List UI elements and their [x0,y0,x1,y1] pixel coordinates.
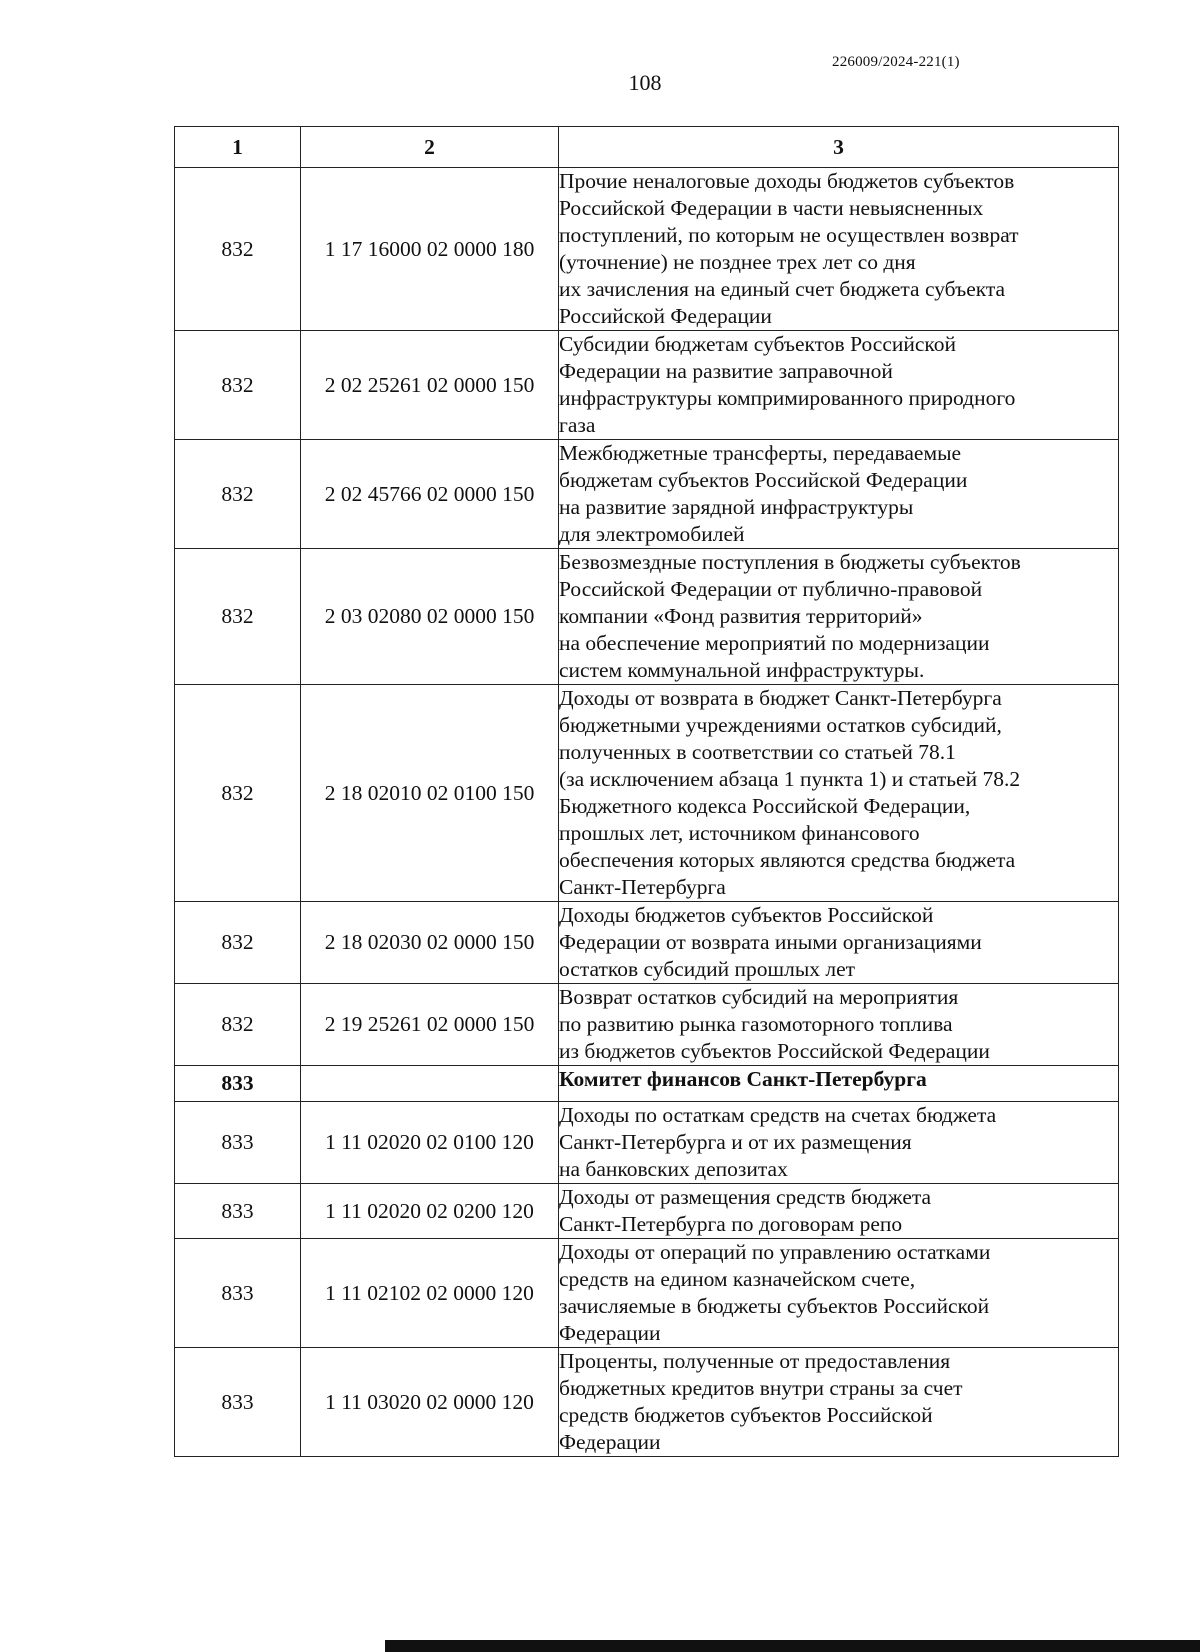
table-row [175,549,1119,685]
admin-code-cell: 833 [175,1066,301,1102]
table-row [175,1348,1119,1457]
table-row [175,902,1119,984]
admin-code-cell: 832 [175,685,301,902]
revenue-code-cell: 1 11 02020 02 0100 120 [301,1102,559,1184]
document-id: 226009/2024-221(1) [832,54,960,70]
description-cell: Доходы от операций по управлению остатками средств на едином казначейском счете, зачисляемые в бюджеты субъектов Российской Федерации [559,1239,1119,1348]
revenue-code-cell: 2 18 02030 02 0000 150 [301,902,559,984]
description-cell: Межбюджетные трансферты, передаваемые бюджетам субъектов Российской Федерации на развитие зарядной инфраструктуры для электромобилей [559,440,1119,549]
table-row [175,1239,1119,1348]
table-row [175,331,1119,440]
revenue-code-cell: 2 02 45766 02 0000 150 [301,440,559,549]
description-cell: Субсидии бюджетам субъектов Российской Федерации на развитие заправочной инфраструктуры компримированного природного газа [559,331,1119,440]
description-cell: Возврат остатков субсидий на мероприятия по развитию рынка газомоторного топлива из бюджетов субъектов Российской Федерации [559,984,1119,1066]
table-row [175,984,1119,1066]
description-cell: Доходы бюджетов субъектов Российской Федерации от возврата иными организациями остатков субсидий прошлых лет [559,902,1119,984]
section-header-row [175,1066,1119,1102]
admin-code-cell: 833 [175,1239,301,1348]
table-row [175,440,1119,549]
revenue-code-cell: 2 18 02010 02 0100 150 [301,685,559,902]
table-row [175,168,1119,331]
description-cell: Доходы по остаткам средств на счетах бюджета Санкт-Петербурга и от их размещения на банковских депозитах [559,1102,1119,1184]
scan-edge-shadow [385,1640,1200,1652]
column-header-1: 1 [175,127,301,168]
table-header-row [175,127,1119,168]
revenue-code-cell: 1 11 02102 02 0000 120 [301,1239,559,1348]
admin-code-cell: 833 [175,1102,301,1184]
page-number: 108 [628,70,662,95]
admin-code-cell: 833 [175,1184,301,1239]
revenue-code-cell: 1 11 03020 02 0000 120 [301,1348,559,1457]
admin-code-cell: 832 [175,331,301,440]
admin-code-cell: 832 [175,440,301,549]
admin-code-cell: 833 [175,1348,301,1457]
description-cell: Доходы от размещения средств бюджета Санкт-Петербурга по договорам репо [559,1184,1119,1239]
admin-code-cell: 832 [175,984,301,1066]
revenue-code-cell: 2 02 25261 02 0000 150 [301,331,559,440]
revenue-code-cell: 2 03 02080 02 0000 150 [301,549,559,685]
table-row [175,1184,1119,1239]
description-cell: Проценты, полученные от предоставления бюджетных кредитов внутри страны за счет средств бюджетов субъектов Российской Федерации [559,1348,1119,1457]
description-cell: Прочие неналоговые доходы бюджетов субъектов Российской Федерации в части невыясненных поступлений, по которым не осуществлен возврат (уточнение) не позднее трех лет со дня их зачисления на единый счет бюджета субъекта Российской Федерации [559,168,1119,331]
revenue-code-cell: 1 17 16000 02 0000 180 [301,168,559,331]
revenue-code-cell: 2 19 25261 02 0000 150 [301,984,559,1066]
revenue-code-cell [301,1066,559,1102]
table-row [175,685,1119,902]
admin-code-cell: 832 [175,902,301,984]
budget-classification-table [174,126,1119,1457]
admin-code-cell: 832 [175,549,301,685]
column-header-3: 3 [559,127,1119,168]
column-header-2: 2 [301,127,559,168]
table-row [175,1102,1119,1184]
description-cell: Комитет финансов Санкт-Петербурга [559,1066,1119,1102]
description-cell: Безвозмездные поступления в бюджеты субъектов Российской Федерации от публично-правовой компании «Фонд развития территорий» на обеспечение мероприятий по модернизации систем коммунальной инфраструктуры. [559,549,1119,685]
revenue-code-cell: 1 11 02020 02 0200 120 [301,1184,559,1239]
description-cell: Доходы от возврата в бюджет Санкт-Петербурга бюджетными учреждениями остатков субсидий, полученных в соответствии со статьей 78.1 (за исключением абзаца 1 пункта 1) и статьей 78.2 Бюджетного кодекса Российской Федерации, прошлых лет, источником финансового обеспечения которых являются средства бюджета Санкт-Петербурга [559,685,1119,902]
admin-code-cell: 832 [175,168,301,331]
